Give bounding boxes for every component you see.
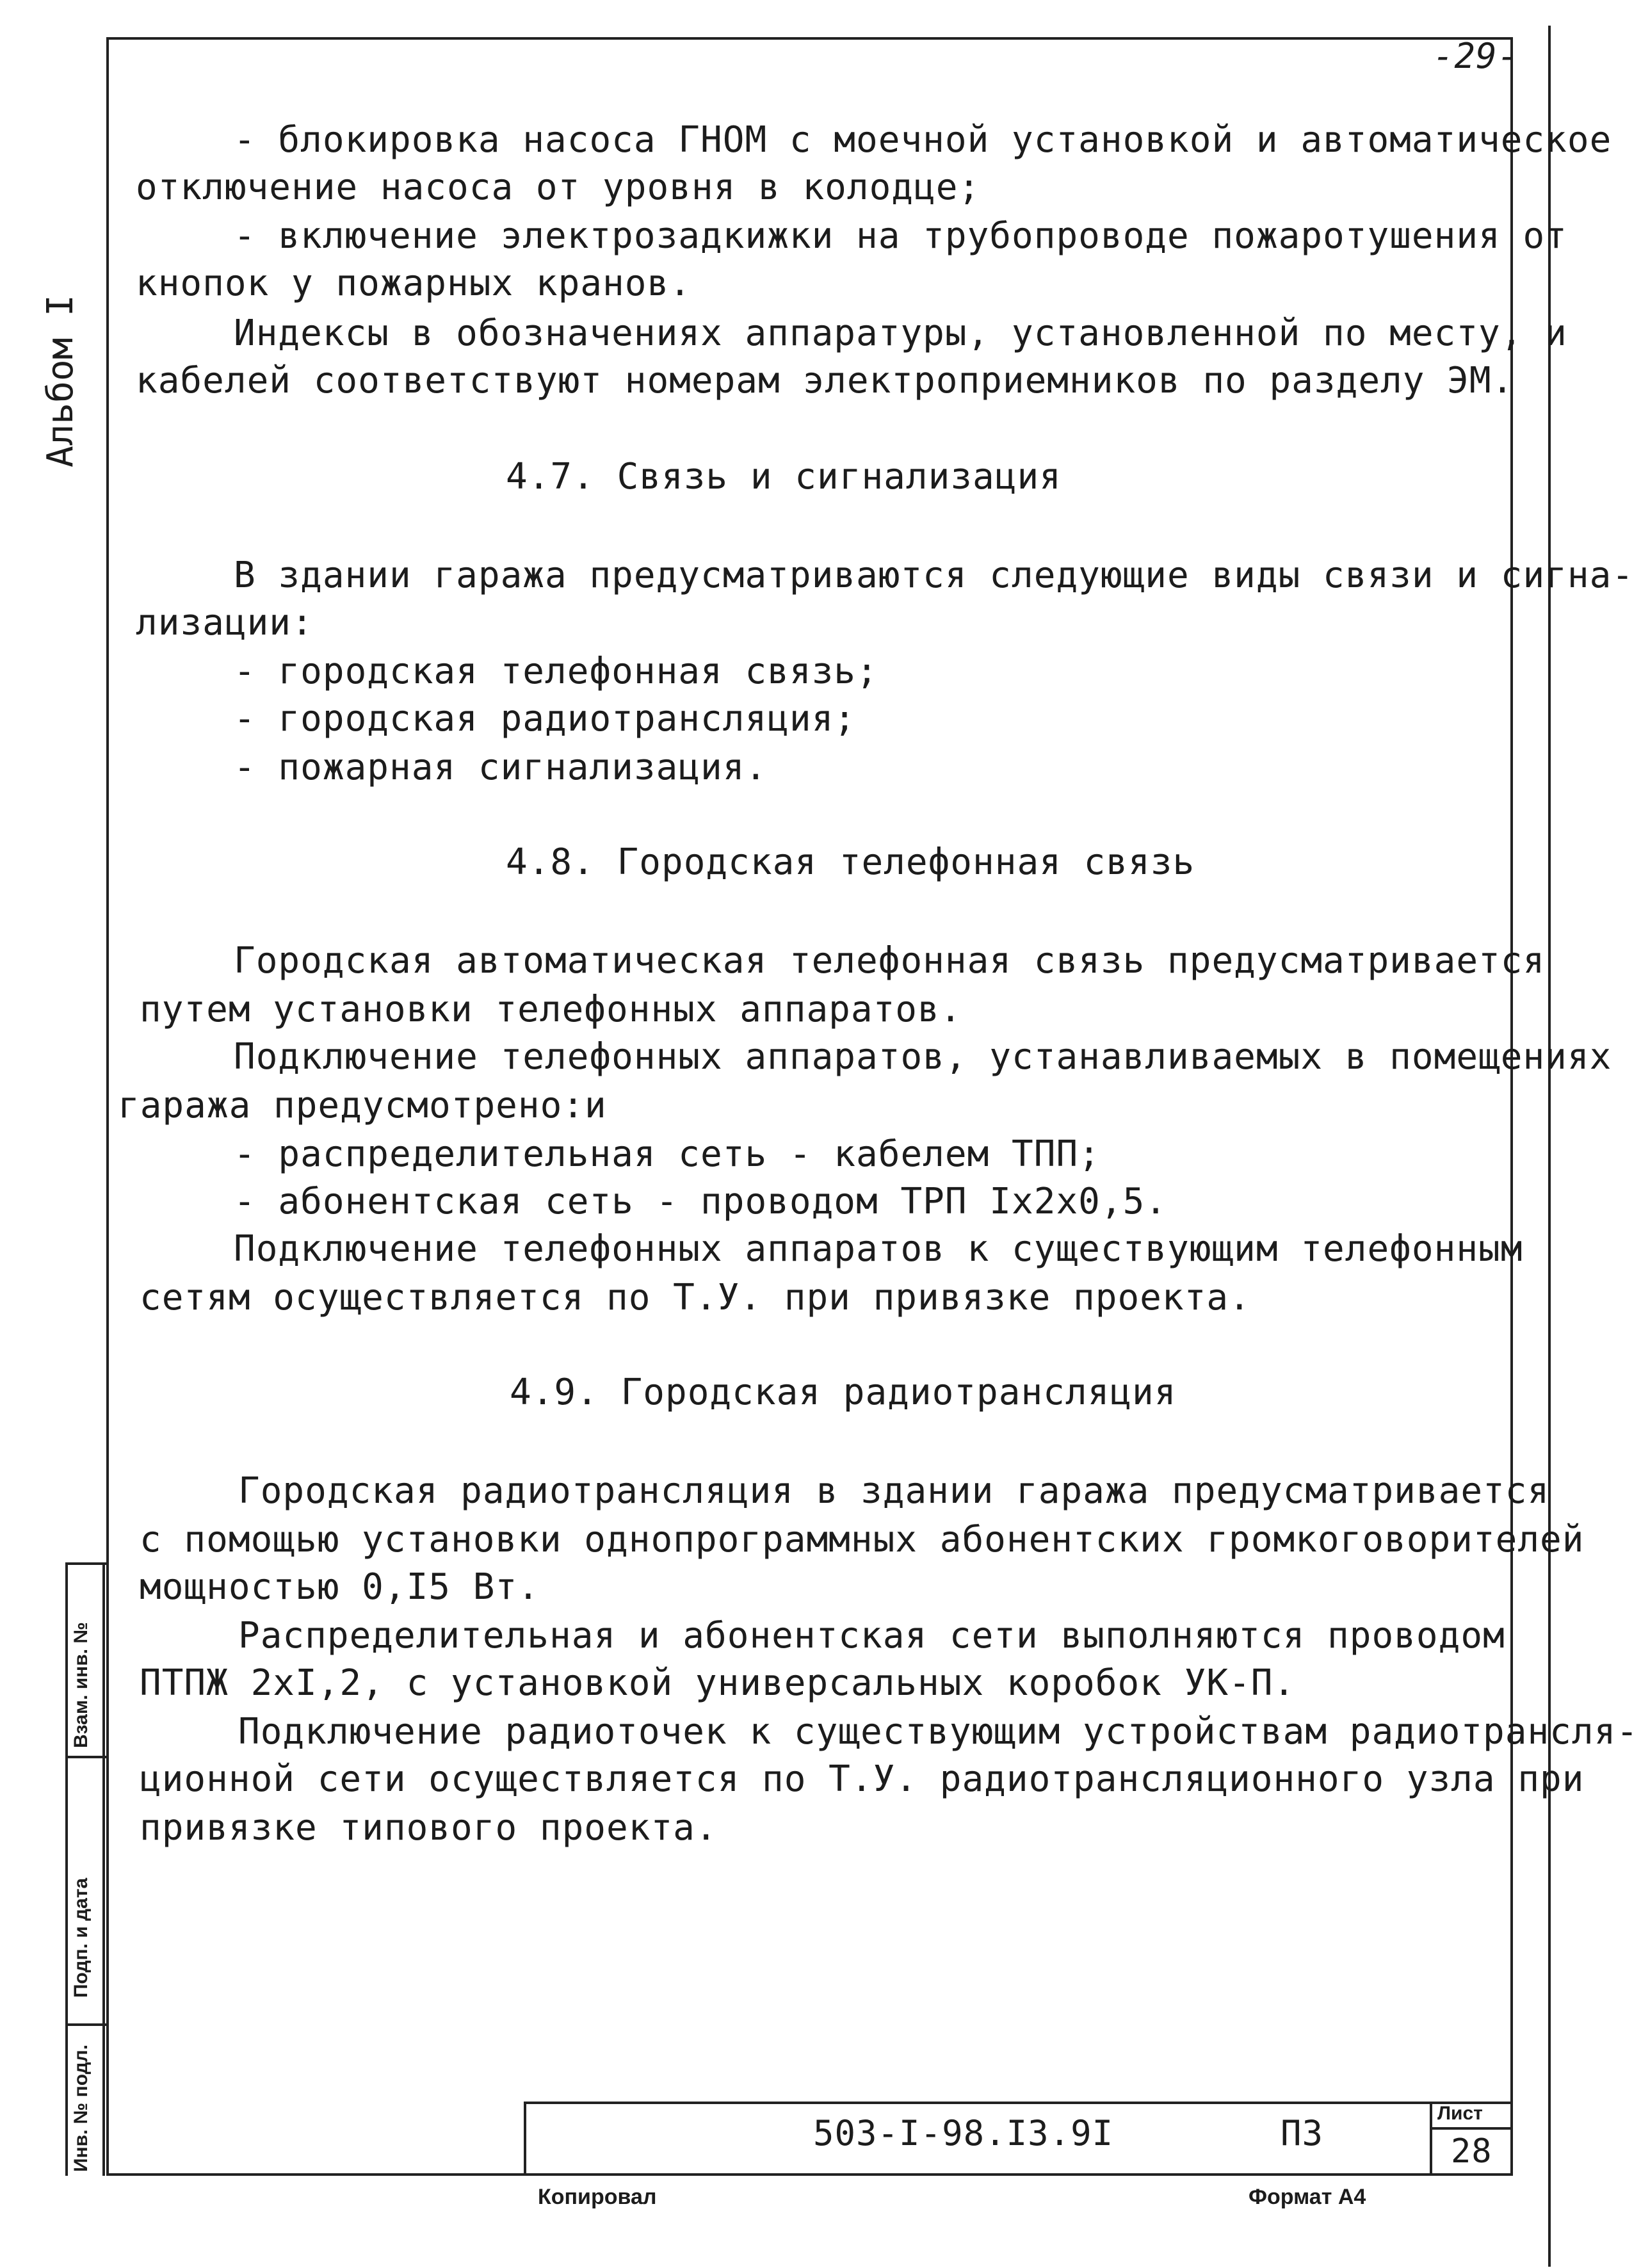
- doc-code: 503-I-98.I3.9I: [813, 2113, 1114, 2153]
- text-line: ПТПЖ 2хI,2, с установкой универсальных коробок УК-П.: [140, 1662, 1296, 1704]
- text-line: отключение насоса от уровня в колодце;: [136, 166, 981, 208]
- stamp-strip-div-2: [65, 2023, 106, 2026]
- text-line: Подключение телефонных аппаратов, устанавливаемых в помещениях: [234, 1036, 1612, 1078]
- text-line: путем установки телефонных аппаратов.: [140, 989, 962, 1030]
- footer-copied: Копировал: [538, 2185, 657, 2209]
- text-line: гаража предусмотрено:и: [118, 1085, 607, 1126]
- album-label: Альбом I: [40, 295, 81, 467]
- text-line: Индексы в обозначениях аппаратуры, установленной по месту, и: [234, 312, 1567, 354]
- sheet-label: Лист: [1437, 2103, 1483, 2124]
- stamp-strip-top: [65, 1562, 106, 1565]
- text-line: - распределительная сеть - кабелем ТПП;: [234, 1133, 1101, 1175]
- text-line: Городская автоматическая телефонная связь предусматривается: [234, 940, 1546, 982]
- section-heading: 4.7. Связь и сигнализация: [506, 456, 1062, 498]
- stamp-strip-div-1: [65, 1756, 106, 1758]
- section-heading: 4.9. Городская радиотрансляция: [510, 1372, 1177, 1413]
- text-line: с помощью установки однопрограммных абонентских громкоговорителей: [140, 1519, 1585, 1560]
- stamp-strip-border: [65, 1562, 68, 2176]
- sheet-number: 28: [1451, 2132, 1492, 2171]
- text-line: - городская радиотрансляция;: [234, 698, 857, 740]
- text-line: мощностью 0,I5 Вт.: [140, 1566, 540, 1608]
- text-line: - абонентская сеть - проводом ТРП Iх2х0,5.: [234, 1181, 1168, 1222]
- text-line: - включение электрозадкижки на трубопроводе пожаротушения от: [234, 215, 1567, 257]
- text-line: Распределительная и абонентская сети выполняются проводом: [238, 1615, 1505, 1656]
- text-line: сетям осуществляется по Т.У. при привязке проекта.: [140, 1277, 1251, 1318]
- text-line: - городская телефонная связь;: [234, 651, 878, 692]
- text-line: В здании гаража предусматриваются следующие виды связи и сигна-: [234, 555, 1635, 596]
- text-line: - блокировка насоса ГНОМ с моечной установкой и автоматическое: [234, 119, 1612, 161]
- text-line: ционной сети осуществляется по Т.У. радиотрансляционного узла при: [140, 1758, 1585, 1800]
- footer-format: Формат А4: [1249, 2185, 1366, 2209]
- stamp-inv-podl: Инв. № подл.: [70, 2044, 92, 2172]
- text-line: привязке типового проекта.: [140, 1807, 718, 1849]
- scan-edge-line: [1548, 26, 1551, 2267]
- stamp-strip-col-divider: [102, 1562, 105, 2176]
- text-line: Подключение радиоточек к существующим устройствам радиотрансля-: [238, 1711, 1639, 1753]
- title-block-divider: [1430, 2102, 1432, 2176]
- text-line: Подключение телефонных аппаратов к существующим телефонным: [234, 1228, 1523, 1270]
- text-line: - пожарная сигнализация.: [234, 747, 768, 788]
- section-heading: 4.8. Городская телефонная связь: [506, 841, 1195, 883]
- text-line: Городская радиотрансляция в здании гаража предусматривается: [238, 1470, 1550, 1512]
- stamp-podp-data: Подп. и дата: [70, 1877, 92, 1998]
- title-block-sheet-divider: [1430, 2127, 1513, 2130]
- text-line: лизации:: [136, 602, 314, 644]
- stamp-vzam-inv: Взам. инв. №: [70, 1622, 92, 1748]
- corner-page-mark: -29-: [1433, 36, 1519, 76]
- doc-type: ПЗ: [1281, 2113, 1324, 2153]
- text-line: кнопок у пожарных кранов.: [136, 263, 691, 304]
- text-line: кабелей соответствуют номерам электроприемников по разделу ЭМ.: [136, 360, 1514, 401]
